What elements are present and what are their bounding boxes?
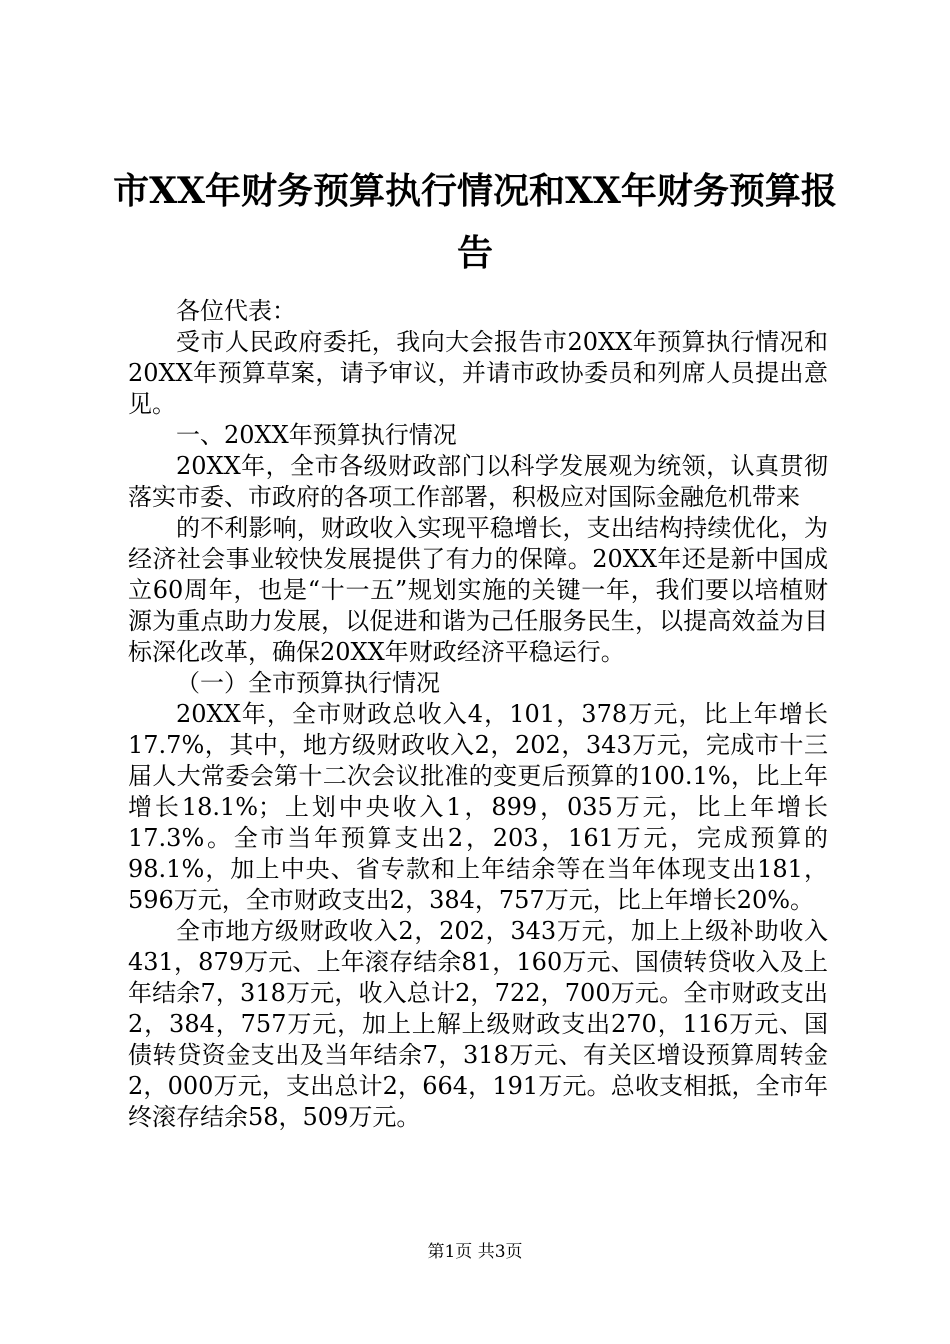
subsection-heading: （一）全市预算执行情况: [176, 669, 440, 697]
paragraph-balance-summary: 全市地方级财政收入2，202，343万元，加上上级补助收入431，879万元、上年滚存结余81，160万元、国债转贷收入及上年结余7，318万元，收入总计2，722，700万元。全市财政支出2，384，757万元，加上上解上级财政支出270，116万元、国债转贷资金支出及当年结余7，318万元、有关区增设预算周转金2，000万元，支出总计2，664，191万元。总收支相抵，全市年终滚存结余58，509万元。: [128, 917, 828, 1131]
paragraph-revenue-summary: 20XX年，全市财政总收入4，101，378万元，比上年增长17.7%，其中，地方级财政收入2，202，343万元，完成市十三届人大常委会第十二次会议批准的变更后预算的100.1%，比上年增长18.1%；上划中央收入1，899，035万元，比上年增长17.3%。全市当年预算支出2，203，161万元，完成预算的98.1%，加上中央、省专款和上年结余等在当年体现支出181，596万元，全市财政支出2，384，757万元，比上年增长20%。: [128, 700, 828, 914]
paragraph-overview-continued: 的不利影响，财政收入实现平稳增长，支出结构持续优化，为经济社会事业较快发展提供了有力的保障。20XX年还是新中国成立60周年，也是“十一五”规划实施的关键一年，我们要以培植财源为重点助力发展，以促进和谐为己任服务民生，以提高效益为目标深化改革，确保20XX年财政经济平稳运行。: [128, 514, 828, 666]
document-body: [128, 296, 828, 1133]
paragraph-overview: 20XX年，全市各级财政部门以科学发展观为统领，认真贯彻落实市委、市政府的各项工作部署，积极应对国际金融危机带来: [128, 452, 828, 511]
paragraph-salutation: 各位代表：: [176, 297, 296, 325]
page-footer: 第1页 共3页: [427, 1242, 523, 1262]
document-title: 市XX年财务预算执行情况和XX年财务预算报告: [113, 170, 837, 274]
paragraph-intro: 受市人民政府委托，我向大会报告市20XX年预算执行情况和20XX年预算草案，请予审议，并请市政协委员和列席人员提出意见。: [128, 328, 828, 418]
section-heading: 一、20XX年预算执行情况: [176, 421, 457, 449]
